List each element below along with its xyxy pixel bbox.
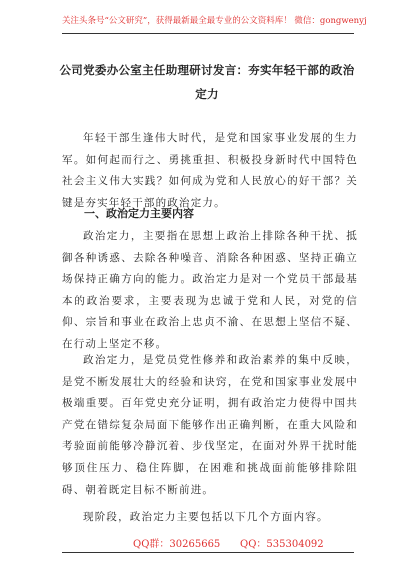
document-title-line-2: 定力 [195, 87, 219, 101]
header-promo-text: 关注头条号“公文研究”，获得最新最全最专业的公文资料库！ 微信：gongwenyj [62, 16, 367, 26]
footer-divider [62, 552, 354, 553]
paragraph-importance: 政治定力，是党员党性修养和政治素养的集中反映，是党不断发展壮大的经验和诀窍，在党和国家事业发展中极端重要。百年党史充分证明，拥有政治定力使得中国共产党在错综复杂局面下能够作出正确判断，在重大风险和考验面前能够冷静沉着、步伐坚定，在面对外界干扰时能够顶住压力、稳住阵脚，在困难和挑战面前能够排除阻碍、朝着既定目标不断前进。 [62, 354, 358, 496]
section-heading: 一、政治定力主要内容 [84, 207, 194, 220]
footer-qq-group: QQ群：30265665 [133, 539, 221, 550]
header-divider [62, 33, 354, 34]
document-title-line-1: 公司党委办公室主任助理研讨发言：夯实年轻干部的政治 [59, 63, 355, 77]
paragraph-intro: 年轻干部生逢伟大时代，是党和国家事业发展的生力军。如何起而行之、勇挑重担、积极投身新时代中国特色社会主义伟大实践？如何成为党和人民放心的好干部？关键是夯实年轻干部的政治定力。 [62, 132, 358, 209]
paragraph-definition: 政治定力，主要指在思想上政治上排除各种干扰、抵御各种诱惑、去除各种噪音、消除各种困惑、坚持正确立场保持正确方向的能力。政治定力是对一个党员干部最基本的政治要求，主要表现为忠诚于党和人民，对党的信仰、宗旨和事业在政治上忠贞不渝、在思想上坚信不疑、在行动上坚定不移。 [62, 230, 358, 350]
paragraph-transition: 现阶段，政治定力主要包括以下几个方面内容。 [83, 511, 329, 523]
document-title [58, 58, 356, 106]
footer-qq-number: QQ：535304092 [240, 539, 324, 550]
